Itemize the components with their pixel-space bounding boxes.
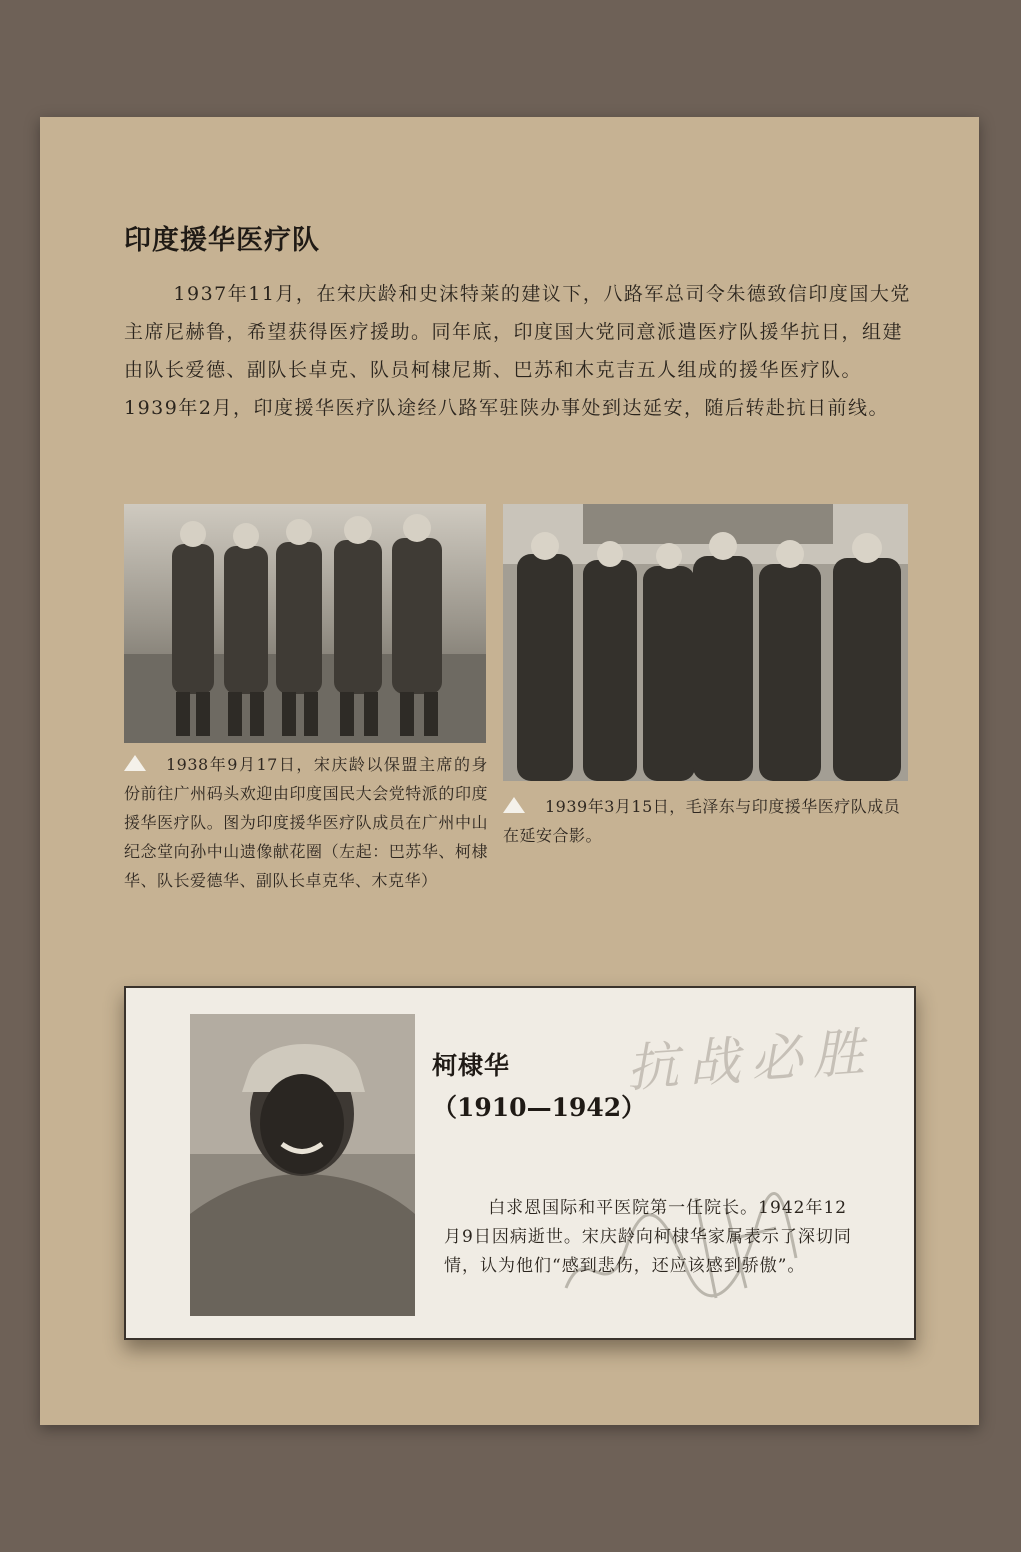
caption-photo-2-text: 1939年3月15日，毛泽东与印度援华医疗队成员在延安合影。: [503, 797, 901, 845]
photo-guangzhou-ceremony: [124, 504, 486, 743]
intro-paragraph: 1937年11月，在宋庆龄和史沫特莱的建议下，八路军总司令朱德致信印度国大党主席尼赫鲁，希望获得医疗援助。同年底，印度国大党同意派遣医疗队援华抗日，组建由队长爱德、副队长卓克、队员柯棣尼斯、巴苏和木克吉五人组成的援华医疗队。1939年2月，印度援华医疗队途经八路军驻陕办事处到达延安，随后转赴抗日前线。: [124, 283, 911, 419]
portrait-photo: [190, 1014, 415, 1316]
triangle-up-icon: [503, 797, 525, 813]
bio-text: 白求恩国际和平医院第一任院长。1942年12月9日因病逝世。宋庆龄向柯棣华家属表示了深切同情，认为他们“感到悲伤，还应该感到骄傲”。: [444, 1198, 852, 1276]
section-title: 印度援华医疗队: [124, 225, 320, 256]
triangle-up-icon: [124, 755, 146, 771]
caption-photo-1: [124, 750, 488, 895]
photo-yanan-group: [503, 504, 908, 781]
bio-name: 柯棣华: [432, 1051, 511, 1080]
calligraphy-watermark: 抗战必胜: [624, 1022, 877, 1100]
bio-card: [124, 986, 916, 1340]
caption-photo-2: [503, 792, 911, 850]
caption-photo-1-text: 1938年9月17日，宋庆龄以保盟主席的身份前往广州码头欢迎由印度国民大会党特派的印度援华医疗队。图为印度援华医疗队成员在广州中山纪念堂向孙中山遗像献花圈（左起：巴苏华、柯棣华、队长爱德华、副队长卓克华、木克华）: [124, 755, 488, 890]
bio-years: （1910—1942）: [432, 1093, 647, 1122]
